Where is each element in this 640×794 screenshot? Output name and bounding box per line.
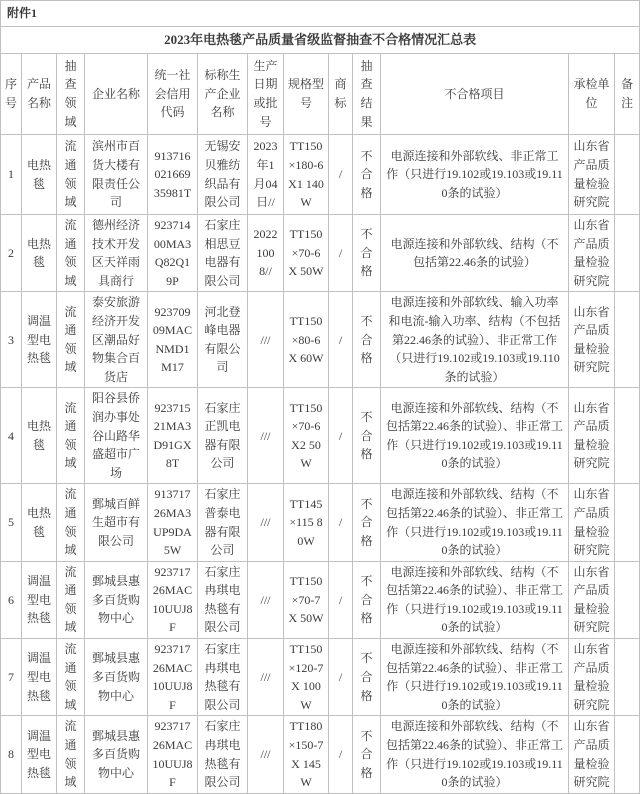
table-cell: 流通领域 [57, 135, 85, 215]
attachment-label: 附件1 [1, 1, 640, 27]
title-row [1, 27, 640, 54]
table-cell: 电热毯 [22, 215, 57, 292]
table-cell: 石家庄正凯电器有限公司 [198, 388, 248, 484]
table-cell: 石家庄冉琪电热毯有限公司 [198, 716, 248, 793]
table-cell: 鄄城县惠多百货购物中心 [85, 639, 148, 716]
table-cell: 7 [1, 639, 22, 716]
table-cell: 石家庄冉琪电热毯有限公司 [198, 561, 248, 638]
table-cell: 电热毯 [22, 135, 57, 215]
table-cell: 不合格 [353, 716, 381, 793]
table-cell: 山东省产品质量检验研究院 [569, 484, 615, 561]
table-cell: TT150×180-6X1 140W [284, 135, 329, 215]
table-cell: 91371726MA3UP9DA5W [148, 484, 198, 561]
column-header-seq: 序号 [1, 54, 22, 135]
table-cell: 滨州市百货大楼有限责任公司 [85, 135, 148, 215]
table-cell: 92371726MAC10UUJ8F [148, 639, 198, 716]
table-cell [615, 215, 640, 292]
table-cell: 流通领域 [57, 561, 85, 638]
table-row [1, 388, 640, 484]
table-cell: 调温型电热毯 [22, 561, 57, 638]
table-cell: 92370909MACNMD1M17 [148, 292, 198, 388]
table-cell: /// [248, 716, 284, 793]
table-cell: 不合格 [353, 215, 381, 292]
table-cell: 流通领域 [57, 484, 85, 561]
table-cell: 电源连接和外部软线、结构（不包括第22.46条的试验）、非正常工作（只进行19.102或19.103或19.110条的试验） [381, 388, 569, 484]
table-cell: /// [248, 561, 284, 638]
table-cell [615, 716, 640, 793]
table-cell: 不合格 [353, 639, 381, 716]
table-cell: 8 [1, 716, 22, 793]
table-cell: TT150×120-7X 100W [284, 639, 329, 716]
table-cell [615, 388, 640, 484]
table-cell: 山东省产品质量检验研究院 [569, 561, 615, 638]
column-header-spec-model: 规格型号 [284, 54, 329, 135]
column-header-date-batch: 生产日期或批号 [248, 54, 284, 135]
column-header-inspection-unit: 承检单位 [569, 54, 615, 135]
column-header-credit-code: 统一社会信用代码 [148, 54, 198, 135]
table-row [1, 639, 640, 716]
table-row [1, 484, 640, 561]
table-cell: /// [248, 484, 284, 561]
table-cell: 2 [1, 215, 22, 292]
table-cell: 不合格 [353, 135, 381, 215]
table-cell: 泰安旅游经济开发区潮品好物集合百货店 [85, 292, 148, 388]
table-cell: 电源连接和外部软线、结构（不包括第22.46条的试验）、非正常工作（只进行19.102或19.103或19.110条的试验） [381, 639, 569, 716]
table-cell: TT150×70-6X2 50W [284, 388, 329, 484]
table-cell: 92371726MAC10UUJ8F [148, 716, 198, 793]
table-cell: 电源连接和外部软线、结构（不包括第22.46条的试验） [381, 215, 569, 292]
table-cell: TT150×80-6X 60W [284, 292, 329, 388]
table-cell: /// [248, 639, 284, 716]
table-cell: 电热毯 [22, 388, 57, 484]
table-cell: 鄄城百鲜生超市有限公司 [85, 484, 148, 561]
table-cell: TT180×150-7X 145W [284, 716, 329, 793]
table-cell: / [329, 639, 353, 716]
table-cell: 电源连接和外部软线、输入功率和电流-输入功率、结构（不包括第22.46条的试验）、非正常工作（只进行19.102或19.103或19.110条的试验） [381, 292, 569, 388]
table-cell: 无锡安贝雅纺织品有限公司 [198, 135, 248, 215]
table-cell: 阳谷县侨润办事处谷山路华盛超市广场 [85, 388, 148, 484]
table-cell: 6 [1, 561, 22, 638]
column-header-failed-items: 不合格项目 [381, 54, 569, 135]
table-row [1, 716, 640, 793]
table-cell: 山东省产品质量检验研究院 [569, 135, 615, 215]
table-cell: 调温型电热毯 [22, 292, 57, 388]
table-cell: 流通领域 [57, 716, 85, 793]
table-cell: TT150×70-6X 50W [284, 215, 329, 292]
table-cell: TT145×115 80W [284, 484, 329, 561]
column-header-product: 产品名称 [22, 54, 57, 135]
table-cell [615, 292, 640, 388]
table-cell: 3 [1, 292, 22, 388]
table-cell: 电源连接和外部软线、非正常工作（只进行19.102或19.103或19.110条的试验） [381, 135, 569, 215]
table-cell: 不合格 [353, 561, 381, 638]
table-cell: 电热毯 [22, 484, 57, 561]
page-title: 2023年电热毯产品质量省级监督抽查不合格情况汇总表 [1, 27, 640, 54]
column-header-manufacturer: 标称生产企业名称 [198, 54, 248, 135]
table-cell: 调温型电热毯 [22, 639, 57, 716]
table-cell: 5 [1, 484, 22, 561]
table-cell: 20221008// [248, 215, 284, 292]
table-cell: /// [248, 292, 284, 388]
table-cell: 流通领域 [57, 639, 85, 716]
column-header-enterprise: 企业名称 [85, 54, 148, 135]
table-cell [615, 135, 640, 215]
table-cell: / [329, 215, 353, 292]
table-row [1, 215, 640, 292]
column-header-trademark: 商标 [329, 54, 353, 135]
table-cell: 电源连接和外部软线、结构（不包括第22.46条的试验）、非正常工作（只进行19.102或19.103或19.110条的试验） [381, 484, 569, 561]
table-cell: 山东省产品质量检验研究院 [569, 716, 615, 793]
table-header-row [1, 54, 640, 135]
table-row [1, 292, 640, 388]
table-cell: 鄄城县惠多百货购物中心 [85, 561, 148, 638]
table-cell: 92371400MA3Q82Q19P [148, 215, 198, 292]
table-cell: 山东省产品质量检验研究院 [569, 292, 615, 388]
table-cell: 92371726MAC10UUJ8F [148, 561, 198, 638]
table-cell: 流通领域 [57, 292, 85, 388]
table-cell: 石家庄普泰电器有限公司 [198, 484, 248, 561]
table-cell: / [329, 716, 353, 793]
table-cell: 92371521MA3D91GX8T [148, 388, 198, 484]
attachment-row [1, 1, 640, 27]
column-header-field: 抽查领域 [57, 54, 85, 135]
table-cell: 不合格 [353, 292, 381, 388]
table-row [1, 561, 640, 638]
table-cell: 不合格 [353, 484, 381, 561]
table-body [1, 1, 640, 794]
table-cell: 鄄城县惠多百货购物中心 [85, 716, 148, 793]
column-header-result: 抽查结果 [353, 54, 381, 135]
table-cell: TT150×70-7X 50W [284, 561, 329, 638]
table-cell: / [329, 561, 353, 638]
table-cell: 德州经济技术开发区天祥雨具商行 [85, 215, 148, 292]
table-cell: / [329, 484, 353, 561]
table-cell: 石家庄相思豆电器有限公司 [198, 215, 248, 292]
table-cell: 流通领域 [57, 215, 85, 292]
column-header-remarks: 备注 [615, 54, 640, 135]
table-cell: 调温型电热毯 [22, 716, 57, 793]
table-cell: 电源连接和外部软线、结构（不包括第22.46条的试验）、非正常工作（只进行19.102或19.103或19.110条的试验） [381, 716, 569, 793]
table-cell: 不合格 [353, 388, 381, 484]
table-cell [615, 639, 640, 716]
table-cell: 4 [1, 388, 22, 484]
table-cell: / [329, 292, 353, 388]
table-cell: / [329, 388, 353, 484]
table-cell: 石家庄冉琪电热毯有限公司 [198, 639, 248, 716]
table-row [1, 135, 640, 215]
table-cell [615, 484, 640, 561]
table-cell: /// [248, 388, 284, 484]
table-cell: 山东省产品质量检验研究院 [569, 639, 615, 716]
table-cell: 2023年1月04日// [248, 135, 284, 215]
table-cell: 1 [1, 135, 22, 215]
table-cell: 河北登峰电器有限公司 [198, 292, 248, 388]
table-cell: 电源连接和外部软线、结构（不包括第22.46条的试验）、非正常工作（只进行19.102或19.103或19.110条的试验） [381, 561, 569, 638]
table-cell: / [329, 135, 353, 215]
table-cell: 山东省产品质量检验研究院 [569, 215, 615, 292]
table-cell: 山东省产品质量检验研究院 [569, 388, 615, 484]
table-cell: 流通领域 [57, 388, 85, 484]
table-cell: 91371602166935981T [148, 135, 198, 215]
table-cell [615, 561, 640, 638]
